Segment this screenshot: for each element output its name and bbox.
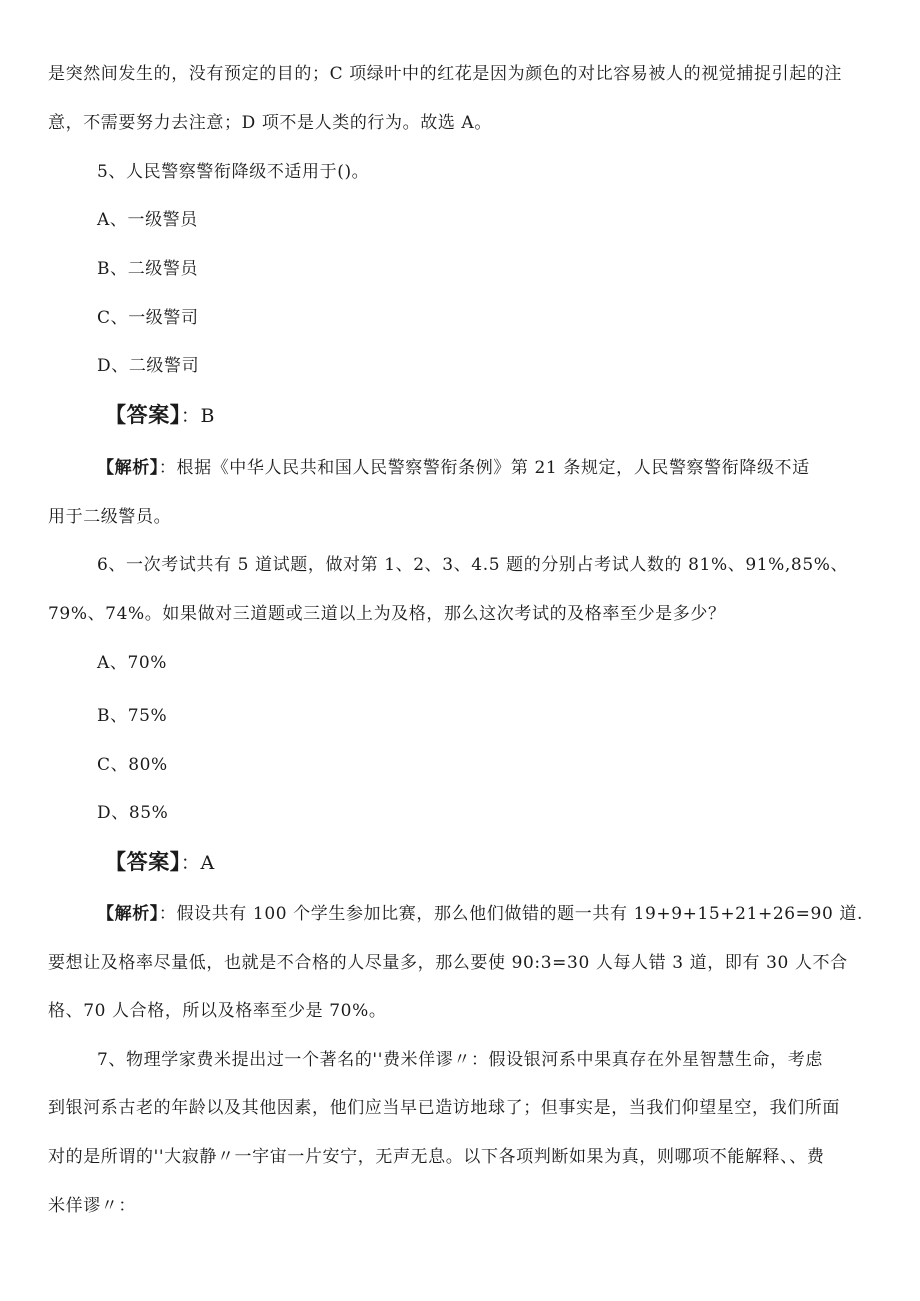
question-5-option-c: C、一级警司 (97, 308, 199, 328)
explanation-label: 【解析】 (97, 904, 159, 924)
answer-label: 【答案】 (105, 849, 181, 874)
question-5-answer (105, 404, 215, 427)
question-6-stem-line-2: 79%、74%。如果做对三道题或三道以上为及格，那么这次考试的及格率至少是多少？ (48, 604, 726, 624)
question-6-option-a: A、70% (97, 653, 168, 673)
question-5-explanation-line-1 (97, 457, 810, 479)
question-5-option-b: B、二级警员 (97, 259, 199, 279)
question-7-stem-line-4: 米佯谬〃： (48, 1196, 136, 1216)
question-6-explanation-line-2: 要想让及格率尽量低，也就是不合格的人尽量多，那么要使 90:3=30 人每人错 3 道，即有 30 人不合 (48, 953, 848, 973)
question-6-option-d: D、85% (97, 803, 169, 823)
question-7-stem-line-2: 到银河系古老的年龄以及其他因素，他们应当早已造访地球了；但事实是，当我们仰望星空，我们所面 (48, 1098, 840, 1118)
question-5-stem: 5、人民警察警衔降级不适用于()。 (97, 162, 370, 182)
question-7-stem-line-1: 7、物理学家费米提出过一个著名的''费米佯谬〃：假设银河系中果真存在外星智慧生命，考虑 (97, 1050, 823, 1070)
question-5-option-a: A、一级警员 (97, 210, 198, 230)
question-7-stem-line-3: 对的是所谓的''大寂静〃一宇宙一片安宁，无声无息。以下各项判断如果为真，则哪项不能解释、、费 (48, 1147, 825, 1167)
question-6-option-b: B、75% (97, 706, 168, 726)
answer-label: 【答案】 (105, 402, 181, 427)
explanation-text: ：假设共有 100 个学生参加比赛，那么他们做错的题一共有 19+9+15+21+26=90 道. (158, 904, 863, 924)
intro-text-line-1: 是突然间发生的，没有预定的目的；C 项绿叶中的红花是因为颜色的对比容易被人的视觉捕捉引起的注 (48, 64, 843, 84)
question-6-explanation-line-1 (97, 903, 863, 925)
explanation-text: ：根据《中华人民共和国人民警察警衔条例》第 21 条规定，人民警察警衔降级不适 (158, 458, 810, 478)
question-6-explanation-line-3: 格、70 人合格，所以及格率至少是 70%。 (48, 1001, 387, 1021)
question-5-option-d: D、二级警司 (97, 356, 200, 376)
question-6-answer (105, 851, 215, 874)
question-5-explanation-line-2: 用于二级警员。 (48, 507, 172, 527)
question-6-stem-line-1: 6、一次考试共有 5 道试题，做对第 1、2、3、4.5 题的分别占考试人数的 81%、91%,85%、 (97, 555, 849, 575)
answer-value: ：B (180, 405, 216, 427)
question-6-option-c: C、80% (97, 755, 168, 775)
explanation-label: 【解析】 (97, 458, 159, 478)
answer-value: ：A (180, 852, 215, 874)
intro-text-line-2: 意，不需要努力去注意；D 项不是人类的行为。故选 A。 (48, 113, 492, 133)
